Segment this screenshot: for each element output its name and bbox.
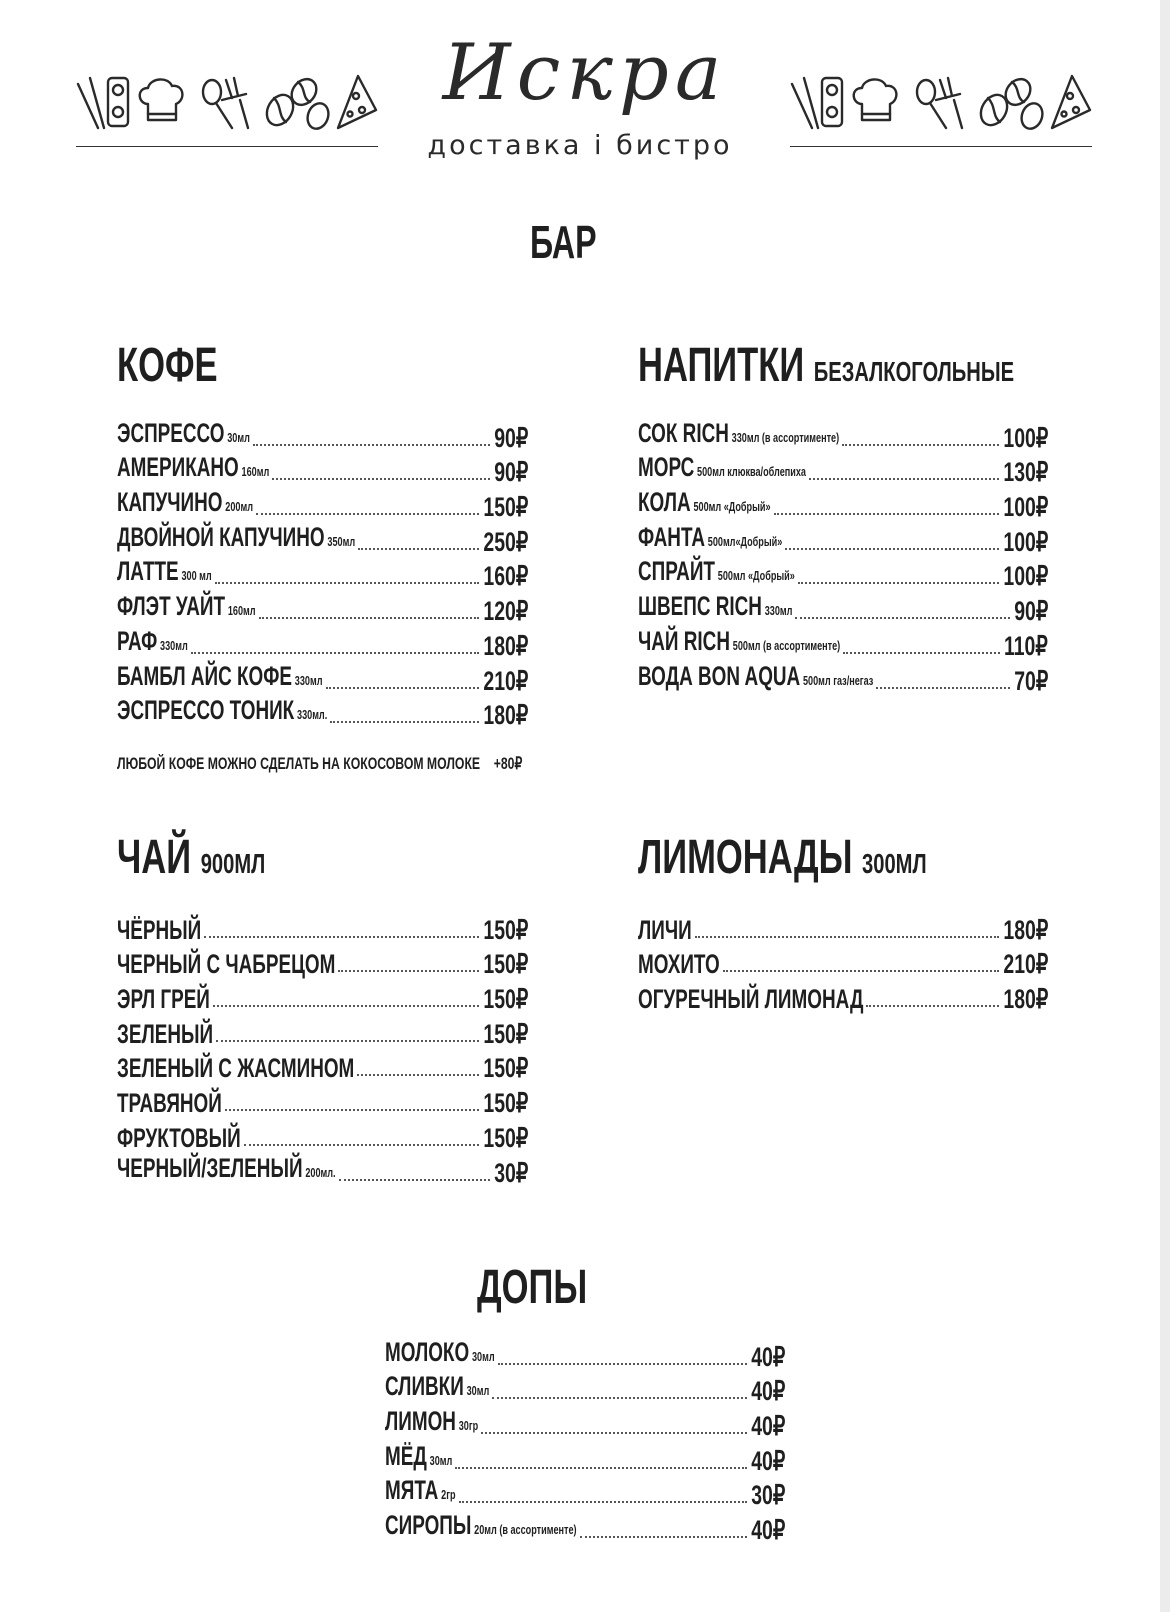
item-label: [385, 1337, 495, 1372]
item-price-text: 100₽: [1003, 526, 1048, 557]
item-price: [738, 1480, 785, 1510]
item-price-text: 180₽: [1003, 914, 1048, 945]
menu-row: [385, 1510, 785, 1545]
item-volume: 300 мл: [181, 568, 212, 584]
item-label: [117, 1123, 241, 1153]
item-label: [117, 1088, 222, 1118]
dot-leader: [774, 513, 1000, 515]
item-volume: 500мл (в ассортименте): [732, 637, 841, 653]
item-price: [466, 561, 528, 591]
item-price-text: 90₽: [494, 422, 528, 453]
item-name: ЧЕРНЫЙ/ЗЕЛЕНЫЙ: [117, 1152, 303, 1183]
item-volume: 330мл: [294, 672, 323, 688]
item-name: ЧЁРНЫЙ: [117, 914, 202, 945]
dot-leader: [253, 444, 490, 446]
item-price-text: 180₽: [483, 630, 528, 661]
item-label: [117, 661, 323, 696]
menu-row: [117, 591, 528, 626]
extras-title-text: ДОПЫ: [477, 1261, 588, 1314]
menu-row: [638, 626, 1048, 661]
item-volume: 500мл «Добрый»: [693, 499, 771, 515]
item-price: [738, 1515, 785, 1545]
menu-row: [385, 1337, 785, 1372]
menu-row: [638, 591, 1048, 626]
item-price-text: 120₽: [483, 596, 528, 627]
page-edge: [1160, 0, 1170, 1612]
dot-leader: [798, 582, 999, 584]
item-price: [466, 915, 528, 945]
sushi-roll-icon: [822, 78, 842, 126]
item-name: ЧАЙ RICH: [638, 625, 730, 656]
menu-row: [385, 1372, 785, 1407]
dot-leader: [204, 936, 479, 938]
item-price: [466, 949, 528, 979]
item-price: [466, 700, 528, 730]
item-price: [1001, 666, 1048, 696]
drinks-title-main: НАПИТКИ: [638, 339, 805, 392]
item-volume: 330мл: [160, 637, 188, 653]
lemonades-section-title: [638, 830, 1039, 886]
menu-row: [117, 557, 528, 592]
item-name: СОК RICH: [638, 417, 729, 448]
item-price-text: 40₽: [751, 1376, 785, 1407]
menu-row: [117, 1083, 528, 1118]
item-price: [466, 1019, 528, 1049]
dot-leader: [259, 617, 480, 619]
item-price-text: 130₽: [1003, 457, 1048, 488]
item-price-text: 70₽: [1014, 665, 1048, 696]
chef-hat-icon: [140, 79, 183, 120]
lemonades-list: [638, 910, 1048, 1014]
item-price: [466, 984, 528, 1014]
dot-leader: [795, 617, 1010, 619]
item-name: ОГУРЕЧНЫЙ ЛИМОНАД: [638, 984, 864, 1015]
item-label: [638, 626, 840, 661]
dot-leader: [785, 548, 999, 550]
item-price-text: 110₽: [1004, 630, 1048, 661]
item-volume: 330мл: [764, 603, 793, 619]
drinks-section-title: [638, 338, 1160, 394]
item-volume: 500мл газ/негаз: [802, 672, 874, 688]
item-label: [117, 556, 212, 591]
item-price: [466, 631, 528, 661]
coffee-title-text: КОФЕ: [117, 339, 218, 392]
item-price: [466, 1053, 528, 1083]
item-label: [385, 1371, 489, 1406]
coffee-beans-icon: [976, 74, 1046, 131]
menu-row: [117, 487, 528, 522]
item-price-text: 90₽: [1014, 596, 1048, 627]
item-volume: 350мл: [327, 533, 356, 549]
dot-leader: [326, 687, 480, 689]
item-name: СИРОПЫ: [385, 1510, 472, 1541]
item-label: [117, 452, 269, 487]
item-label: [638, 915, 692, 945]
item-price: [738, 1411, 785, 1441]
item-price: [466, 666, 528, 696]
dot-leader: [455, 1467, 747, 1469]
item-price-text: 100₽: [1003, 561, 1048, 592]
dot-leader: [244, 1144, 479, 1146]
dot-leader: [256, 513, 479, 515]
item-name: ЭРЛ ГРЕЙ: [117, 984, 210, 1015]
menu-row: [117, 1014, 528, 1049]
item-price-text: 210₽: [483, 665, 528, 696]
item-label: [638, 418, 839, 453]
brand-tagline: доставка і бистро: [427, 130, 733, 161]
dot-leader: [272, 478, 490, 480]
dot-leader: [492, 1397, 747, 1399]
dot-leader: [580, 1536, 747, 1538]
item-price: [466, 1088, 528, 1118]
item-price-text: 100₽: [1003, 492, 1048, 523]
menu-row: [117, 453, 528, 488]
item-name: ЭСПРЕССО: [117, 417, 225, 448]
item-volume: 160мл: [241, 464, 270, 480]
menu-row: [117, 626, 528, 661]
item-name: КОЛА: [638, 487, 691, 518]
coconut-milk-note: [117, 752, 680, 776]
menu-row: [117, 979, 528, 1014]
menu-row: [638, 522, 1048, 557]
item-name: СПРАЙТ: [638, 556, 715, 587]
item-volume: 160мл: [227, 603, 256, 619]
chef-hat-icon: [854, 79, 897, 120]
extras-section-title: [477, 1260, 630, 1316]
item-price: [466, 527, 528, 557]
item-volume: 200мл.: [305, 1164, 336, 1180]
item-label: [117, 487, 253, 522]
item-price-text: 30₽: [494, 1157, 528, 1188]
item-label: [117, 1019, 213, 1049]
menu-row: [117, 522, 528, 557]
dot-leader: [723, 970, 999, 972]
item-price: [481, 423, 528, 453]
item-label: [638, 452, 806, 487]
dot-leader: [481, 1432, 747, 1434]
item-price-text: 180₽: [483, 700, 528, 731]
item-price-text: 150₽: [483, 1018, 528, 1049]
lemonades-title-text: [638, 830, 927, 892]
item-price: [986, 423, 1048, 453]
item-price-text: 150₽: [483, 1053, 528, 1084]
item-name: ФЛЭТ УАЙТ: [117, 591, 226, 622]
item-name: МЯТА: [385, 1475, 439, 1506]
menu-row: [117, 1049, 528, 1084]
menu-row: [385, 1476, 785, 1511]
item-name: ФАНТА: [638, 521, 705, 552]
item-label: [638, 949, 720, 979]
item-name: МЁД: [385, 1440, 427, 1471]
item-price-text: 250₽: [483, 526, 528, 557]
food-icons-right: [790, 70, 1092, 136]
item-name: ЗЕЛЕНЫЙ С ЖАСМИНОМ: [117, 1053, 355, 1084]
item-price-text: 150₽: [483, 1088, 528, 1119]
item-name: ЭСПРЕССО ТОНИК: [117, 695, 295, 726]
tea-section-title: [117, 830, 323, 886]
chopsticks-icon: [792, 78, 818, 128]
item-name: ЗЕЛЕНЫЙ: [117, 1018, 214, 1049]
item-price: [986, 949, 1048, 979]
tea-title-main: ЧАЙ: [117, 831, 192, 884]
item-name: РАФ: [117, 625, 158, 656]
item-name: ВОДА BON AQUA: [638, 660, 801, 691]
dot-leader: [216, 1040, 479, 1042]
coffee-section-title: [117, 338, 257, 394]
item-name: ЛИЧИ: [638, 914, 692, 945]
menu-row: [638, 945, 1048, 980]
menu-row: [638, 910, 1048, 945]
item-price: [481, 457, 528, 487]
menu-row: [117, 1118, 528, 1153]
dot-leader: [842, 444, 999, 446]
menu-row: [638, 979, 1048, 1014]
dot-leader: [191, 652, 479, 654]
item-label: [117, 695, 327, 730]
item-price-text: 180₽: [1003, 984, 1048, 1015]
dot-leader: [695, 936, 999, 938]
dot-leader: [809, 478, 999, 480]
note-text: ЛЮБОЙ КОФЕ МОЖНО СДЕЛАТЬ НА КОКОСОВОМ МОЛОКЕ: [117, 754, 481, 773]
dot-leader: [876, 687, 1010, 689]
menu-row: [117, 910, 528, 945]
menu-row: [638, 453, 1048, 488]
dot-leader: [498, 1363, 747, 1365]
dot-leader: [357, 1074, 479, 1076]
menu-row: [638, 661, 1048, 696]
item-label: [385, 1441, 452, 1476]
dot-leader: [215, 582, 479, 584]
spoon-fork-icon: [917, 78, 962, 128]
item-price-text: 210₽: [1003, 949, 1048, 980]
item-label: [638, 556, 795, 591]
item-label: [117, 626, 188, 661]
dot-leader: [213, 1005, 479, 1007]
item-name: АМЕРИКАНО: [117, 452, 239, 483]
drinks-title-text: [638, 338, 1014, 400]
item-price-text: 150₽: [483, 984, 528, 1015]
item-volume: 2гр: [441, 1487, 456, 1503]
dot-leader: [338, 970, 479, 972]
menu-row: [638, 487, 1048, 522]
tea-title-text: [117, 830, 265, 892]
item-price-text: 30₽: [751, 1480, 785, 1511]
item-price: [738, 1342, 785, 1372]
item-label: [638, 522, 782, 557]
item-name: МОХИТО: [638, 949, 720, 980]
item-price-text: 40₽: [751, 1411, 785, 1442]
item-volume: 500мл «Добрый»: [717, 568, 795, 584]
item-name: БАМБЛ АЙС КОФЕ: [117, 660, 292, 691]
menu-row: [638, 557, 1048, 592]
drinks-title-sub: БЕЗАЛКОГОЛЬНЫЕ: [813, 356, 1015, 387]
item-label: [385, 1510, 577, 1545]
item-price: [738, 1446, 785, 1476]
dot-leader: [866, 1005, 999, 1007]
item-price-text: 150₽: [483, 492, 528, 523]
note-price: +80₽: [493, 754, 523, 773]
item-label: [117, 984, 210, 1014]
item-price-text: 90₽: [494, 457, 528, 488]
item-name: ШВЕПС RICH: [638, 591, 762, 622]
menu-row: [117, 1153, 528, 1188]
brand-logo: Искра: [442, 28, 728, 118]
item-name: ЛАТТЕ: [117, 556, 179, 587]
dot-leader: [339, 1179, 490, 1181]
coffee-beans-icon: [262, 74, 332, 131]
item-label: [117, 915, 201, 945]
header-rule-right: [790, 146, 1092, 147]
food-icons-left: [76, 70, 378, 136]
item-label: [385, 1475, 456, 1510]
item-price: [986, 527, 1048, 557]
header-rule-left: [76, 146, 378, 147]
item-price-text: 40₽: [751, 1341, 785, 1372]
item-price: [1001, 596, 1048, 626]
item-name: ЧЕРНЫЙ С ЧАБРЕЦОМ: [117, 949, 336, 980]
lemonades-title-main: ЛИМОНАДЫ: [638, 831, 853, 884]
item-volume: 500мл«Добрый»: [707, 533, 783, 549]
menu-row: [117, 945, 528, 980]
item-name: ФРУКТОВЫЙ: [117, 1122, 241, 1153]
dot-leader: [330, 721, 479, 723]
item-price: [481, 1158, 528, 1188]
item-name: ТРАВЯНОЙ: [117, 1088, 222, 1119]
item-volume: 330мл (в ассортименте): [731, 429, 840, 445]
lemonades-title-sub: 300МЛ: [862, 848, 927, 879]
dot-leader: [459, 1501, 747, 1503]
menu-row: [117, 696, 528, 731]
item-price: [738, 1376, 785, 1406]
item-price-text: 160₽: [483, 561, 528, 592]
item-price: [987, 631, 1048, 661]
item-price-text: 40₽: [751, 1445, 785, 1476]
item-volume: 200мл: [225, 499, 253, 515]
item-label: [638, 487, 771, 522]
item-volume: 30мл: [227, 429, 250, 445]
item-price: [986, 915, 1048, 945]
item-volume: 30мл: [466, 1383, 490, 1399]
menu-row: [385, 1441, 785, 1476]
item-price-text: 150₽: [483, 914, 528, 945]
item-label: [117, 522, 355, 557]
item-name: ДВОЙНОЙ КАПУЧИНО: [117, 521, 325, 552]
item-price-text: 40₽: [751, 1515, 785, 1546]
item-label: [117, 591, 256, 626]
item-volume: 30гр: [458, 1418, 479, 1434]
item-label: [117, 1053, 354, 1083]
item-price: [986, 984, 1048, 1014]
item-name: КАПУЧИНО: [117, 487, 223, 518]
tea-title-sub: 900МЛ: [200, 848, 266, 879]
item-price: [986, 492, 1048, 522]
item-volume: 30мл: [471, 1348, 495, 1364]
item-price-text: 100₽: [1003, 422, 1048, 453]
menu-row: [117, 661, 528, 696]
dot-leader: [225, 1109, 479, 1111]
item-name: МОЛОКО: [385, 1336, 470, 1367]
menu-row: [117, 418, 528, 453]
item-label: [385, 1406, 478, 1441]
item-price: [466, 1123, 528, 1153]
item-price: [986, 457, 1048, 487]
item-label: [638, 591, 792, 626]
tea-list: [117, 910, 528, 1188]
item-label: [638, 661, 873, 696]
item-label: [638, 984, 863, 1014]
page-title-text: БАР: [530, 216, 597, 268]
item-label: [117, 418, 250, 453]
coconut-milk-note-text: [117, 752, 522, 776]
pizza-slice-icon: [1052, 76, 1090, 128]
item-volume: 500мл клюква/облепиха: [697, 464, 806, 480]
item-label: [117, 949, 335, 979]
item-price-text: 150₽: [483, 1122, 528, 1153]
coffee-list: [117, 418, 528, 730]
spoon-fork-icon: [203, 78, 248, 128]
page-title: [530, 215, 640, 270]
menu-row: [638, 418, 1048, 453]
menu-row: [385, 1406, 785, 1441]
item-volume: 330мл.: [297, 707, 328, 723]
item-name: СЛИВКИ: [385, 1371, 464, 1402]
dot-leader: [358, 548, 479, 550]
item-volume: 20мл (в ассортименте): [474, 1522, 577, 1538]
pizza-slice-icon: [338, 76, 376, 128]
item-price-text: 150₽: [483, 949, 528, 980]
dot-leader: [843, 652, 1000, 654]
item-volume: 30мл: [429, 1452, 453, 1468]
chopsticks-icon: [78, 78, 104, 128]
item-price: [986, 561, 1048, 591]
item-label: [117, 1153, 336, 1188]
item-name: МОРС: [638, 452, 695, 483]
item-price: [466, 492, 528, 522]
item-price: [466, 596, 528, 626]
sushi-roll-icon: [108, 78, 128, 126]
extras-list: [385, 1337, 785, 1545]
drinks-list: [638, 418, 1048, 696]
item-name: ЛИМОН: [385, 1406, 456, 1437]
